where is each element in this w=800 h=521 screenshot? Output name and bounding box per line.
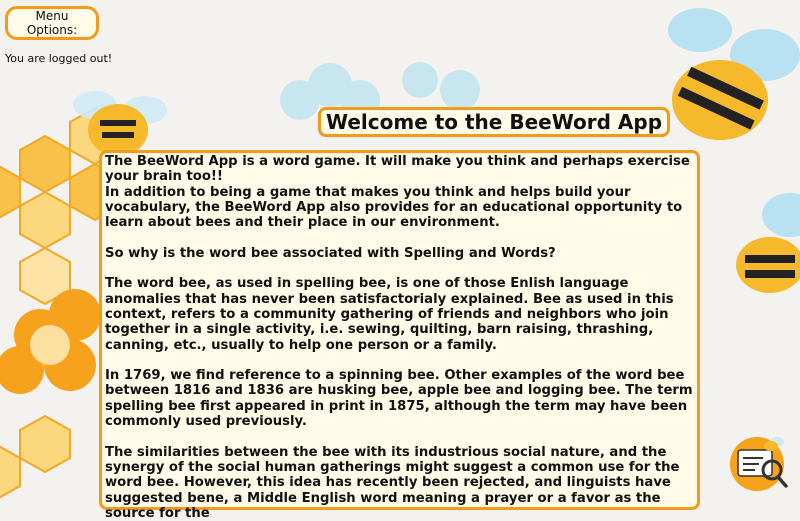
intro-paragraph: In addition to being a game that makes you think and helps build your vocabulary, the BeeWord App also provides for an educational opportunity to learn about bees and their place in our environment. (105, 184, 683, 231)
page-title: Welcome to the BeeWord App (318, 107, 670, 137)
intro-paragraph: The word bee, as used in spelling bee, is one of those Enlish language anomalies that has never been satisfactorialy explained. Bee as used in this context, refers to a community gathering of friends and neighbors who join together in a single activity, i.e. sewing, quilting, barn raising, thrashing, canning, etc., usually to help one person or a family. (105, 276, 674, 353)
help-chat-button[interactable] (727, 432, 793, 492)
intro-paragraph: The BeeWord App is a word game. It will make you think and perhaps exercise your brain too!! (105, 154, 690, 185)
intro-paragraph: So why is the word bee associated with Spelling and Words? (105, 245, 556, 261)
intro-paragraph: The similarities between the bee with its industrious social nature, and the synergy of the social human gatherings might suggest a common use for the word bee. However, this idea has recently been rejected, and linguists have suggested bene, a Middle English word meaning a prayer or a favor as the source for the (105, 444, 680, 521)
menu-options-button[interactable]: Menu Options: (5, 6, 99, 40)
login-status-text: You are logged out! (5, 52, 113, 65)
intro-content-panel (99, 150, 700, 521)
help-chat-icon (727, 432, 793, 492)
intro-paragraph: In 1769, we find reference to a spinning bee. Other examples of the word bee between 1816 and 1836 are husking bee, apple bee and logging bee. The term spelling bee first appeared in print in 1875, although the term may have been commonly used previously. (105, 368, 693, 430)
